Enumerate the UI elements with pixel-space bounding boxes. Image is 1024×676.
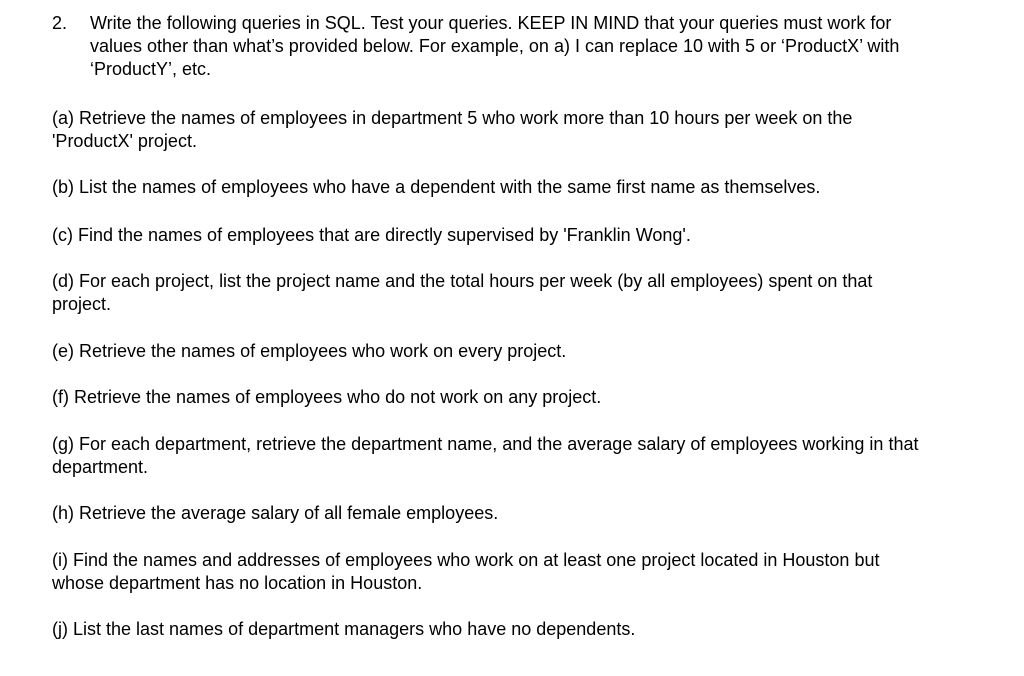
question-text: (e) Retrieve the names of employees who work on every project. <box>52 341 567 361</box>
question-text: (a) Retrieve the names of employees in department 5 who work more than 10 hours per week on the 'ProductX' project. <box>52 108 853 151</box>
question-text: (h) Retrieve the average salary of all female employees. <box>52 503 499 523</box>
question-text: (f) Retrieve the names of employees who do not work on any project. <box>52 387 602 407</box>
question-number: 2. <box>52 13 68 33</box>
question-text: (d) For each project, list the project name and the total hours per week (by all employees) spent on that project. <box>52 271 873 314</box>
question-item-c <box>52 224 932 247</box>
question-item-i <box>52 549 932 595</box>
question-item-d <box>52 270 932 316</box>
question-item-g <box>52 433 932 479</box>
question-text: (j) List the last names of department managers who have no dependents. <box>52 619 636 639</box>
question-instructions: Write the following queries in SQL. Test your queries. KEEP IN MIND that your queries must work for values other than what’s provided below. For example, on a) I can replace 10 with 5 or ‘ProductX’ with ‘ProductY’, etc. <box>90 13 900 79</box>
question-text: (b) List the names of employees who have a dependent with the same first name as themselves. <box>52 177 821 197</box>
question-item-j <box>52 618 932 641</box>
question-text: (c) Find the names of employees that are directly supervised by 'Franklin Wong'. <box>52 225 691 245</box>
question-item-a <box>52 107 932 153</box>
question-item-b <box>52 176 932 199</box>
question-text: (g) For each department, retrieve the department name, and the average salary of employees working in that department. <box>52 434 919 477</box>
question-item-e <box>52 340 932 363</box>
question-item-h <box>52 502 932 525</box>
question-item-f <box>52 386 932 409</box>
question-intro <box>52 12 932 81</box>
question-text: (i) Find the names and addresses of employees who work on at least one project located in Houston but whose department has no location in Houston. <box>52 550 880 593</box>
